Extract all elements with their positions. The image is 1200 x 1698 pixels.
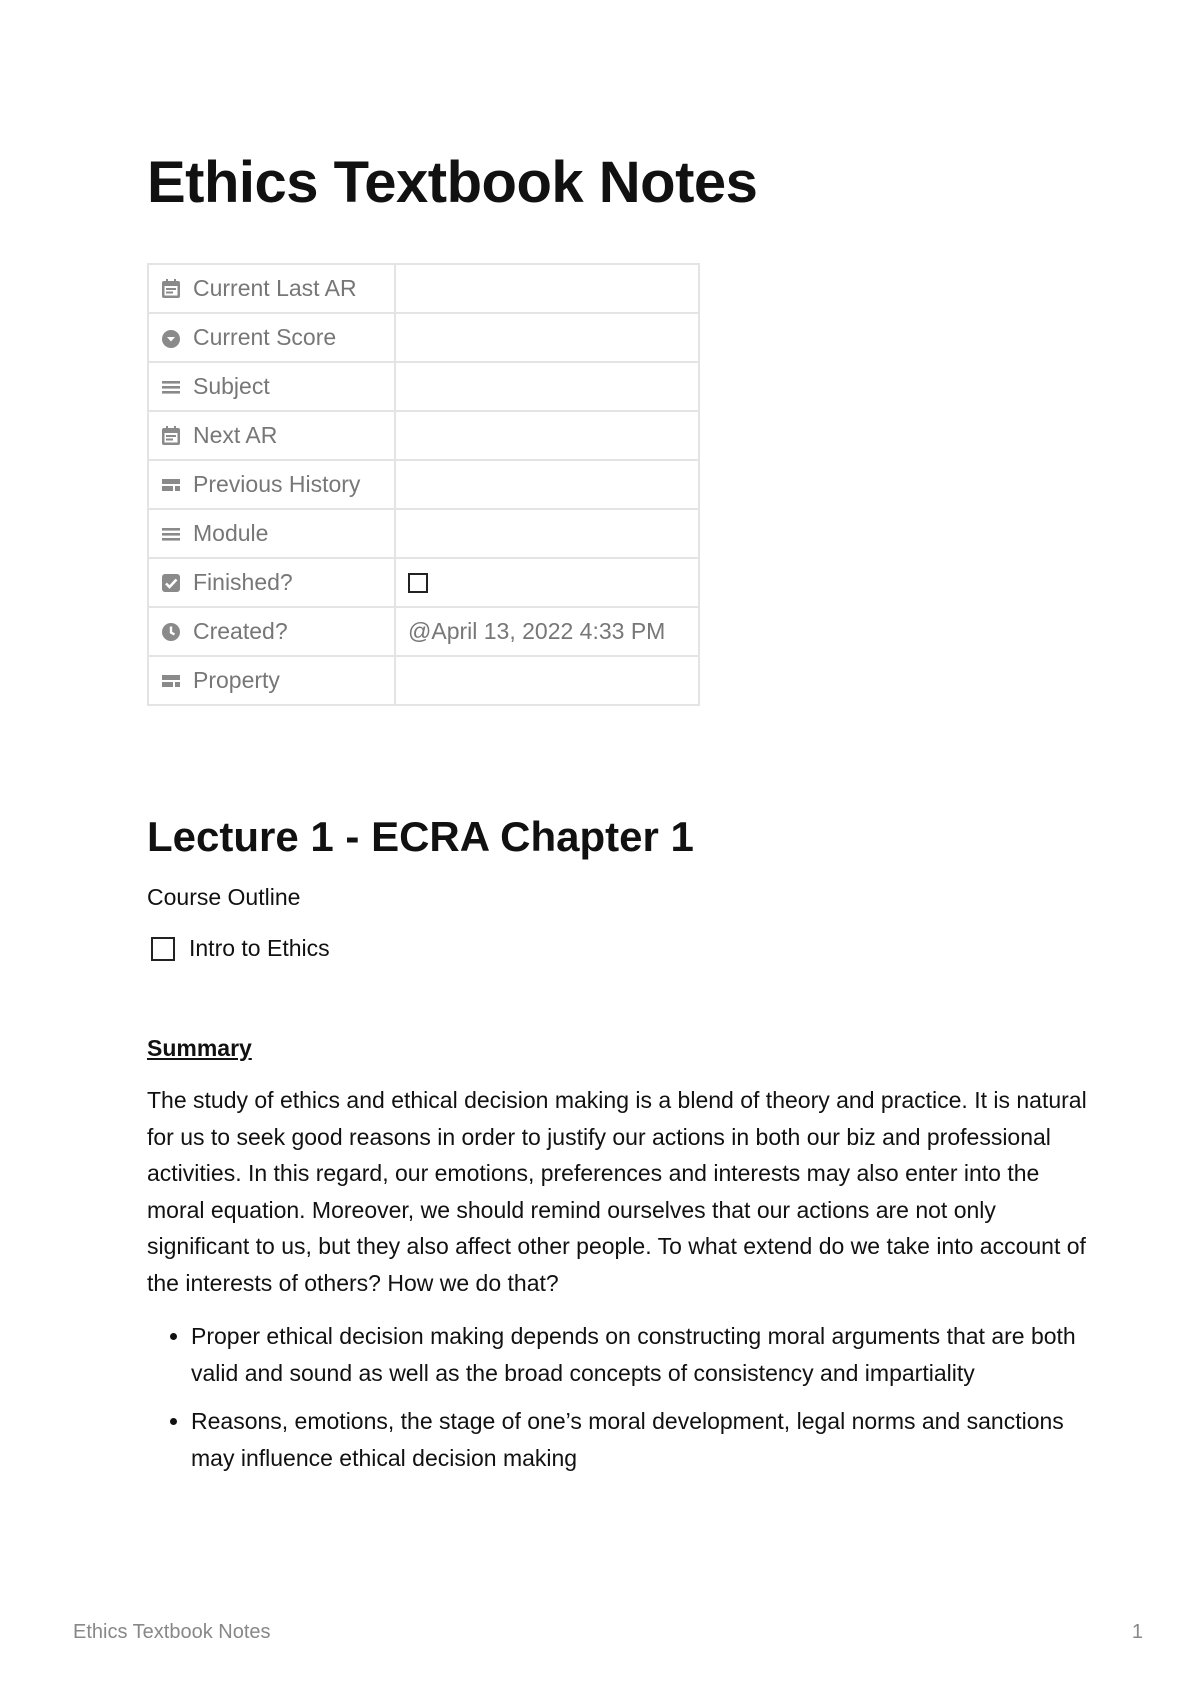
property-row [148,362,699,411]
property-value[interactable] [395,509,699,558]
property-label: Property [193,667,280,693]
property-value[interactable] [395,313,699,362]
footer-doc-title: Ethics Textbook Notes [73,1621,271,1643]
property-label: Finished? [193,569,293,595]
property-row [148,509,699,558]
property-key[interactable] [148,460,395,509]
multi-select-icon [160,670,182,692]
property-value[interactable] [395,362,699,411]
property-row [148,264,699,313]
property-value[interactable]: @April 13, 2022 4:33 PM [395,607,699,656]
todo-item [151,935,330,962]
summary-bullet-list [147,1318,1101,1488]
property-row [148,607,699,656]
property-label: Previous History [193,471,361,497]
list-item: • Proper ethical decision making depends on constructing moral arguments that are both valid and sound as well as the broad concepts of consistency and impartiality [191,1318,1101,1391]
property-label: Next AR [193,422,278,448]
select-icon [160,327,182,349]
property-key[interactable] [148,264,395,313]
property-label: Created? [193,618,288,644]
todo-checkbox[interactable] [151,937,175,961]
list-item: • Reasons, emotions, the stage of one’s moral development, legal norms and sanctions may influence ethical decision making [191,1403,1101,1476]
property-label: Module [193,520,269,546]
text-lines-icon [160,523,182,545]
property-value[interactable] [395,411,699,460]
calendar-icon [160,425,182,447]
property-row [148,313,699,362]
checkbox-icon [160,572,182,594]
calendar-icon [160,278,182,300]
property-key[interactable] [148,411,395,460]
property-value[interactable] [395,558,699,607]
property-key[interactable] [148,656,395,705]
property-key[interactable] [148,362,395,411]
property-key[interactable] [148,607,395,656]
page-title: Ethics Textbook Notes [147,150,758,215]
property-key[interactable] [148,313,395,362]
lecture-heading: Lecture 1 - ECRA Chapter 1 [147,813,694,860]
property-value[interactable] [395,460,699,509]
clock-icon [160,621,182,643]
property-label: Subject [193,373,270,399]
summary-heading: Summary [147,1035,252,1061]
multi-select-icon [160,474,182,496]
property-value[interactable] [395,264,699,313]
property-row [148,460,699,509]
summary-paragraph: The study of ethics and ethical decision making is a blend of theory and practice. It is natural for us to seek good reasons in order to justify our actions in both our biz and professional activities. In this regard, our emotions, preferences and interests may also enter into the moral equation. Moreover, we should remind ourselves that our actions are not only significant to us, but they also affect other people. To what extend do we take into account of the interests of others? How we do that? [147,1087,1087,1296]
course-outline-text: Course Outline [147,884,301,910]
todo-label: Intro to Ethics [189,935,330,961]
finished-checkbox[interactable] [408,573,428,593]
property-row [148,411,699,460]
properties-table [147,263,700,706]
property-label: Current Last AR [193,275,357,301]
text-lines-icon [160,376,182,398]
property-label: Current Score [193,324,337,350]
property-key[interactable] [148,509,395,558]
page-number: 1 [1131,1621,1143,1643]
property-key[interactable] [148,558,395,607]
property-value[interactable] [395,656,699,705]
property-row [148,656,699,705]
property-row [148,558,699,607]
